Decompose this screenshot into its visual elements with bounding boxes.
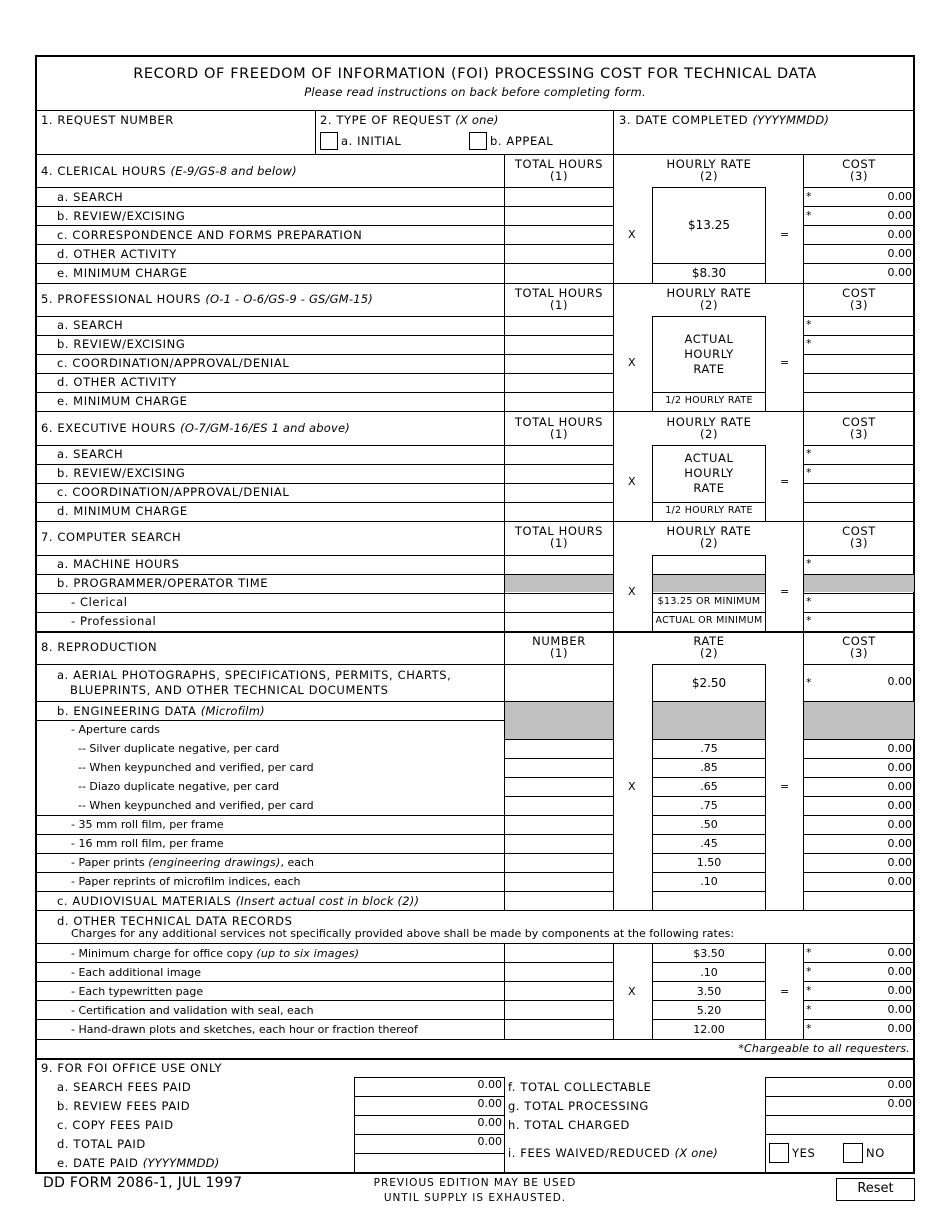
s9-search-fees-field[interactable]: 0.00 <box>477 1078 502 1091</box>
s8-d-rate: 3.50 <box>696 985 722 998</box>
engineering-data-title: b. ENGINEERING DATA (Microfilm) <box>57 704 265 718</box>
s9-total-paid-field[interactable]: 0.00 <box>477 1135 502 1148</box>
s9-total-processing-field[interactable]: 0.00 <box>887 1097 912 1110</box>
s6-actual-rate: ACTUAL HOURLY RATE <box>684 451 734 495</box>
s8-d-rate: $3.50 <box>693 947 725 960</box>
date-completed-field[interactable] <box>616 128 912 153</box>
s8-d-row-label: - Hand-drawn plots and sketches, each hour or fraction thereof <box>71 1023 418 1036</box>
s9-fees-waived-label: i. FEES WAIVED/REDUCED (X one) <box>508 1146 718 1160</box>
s8-d-rate: 12.00 <box>693 1023 725 1036</box>
s8-a-label-2: BLUEPRINTS, AND OTHER TECHNICAL DOCUMENTS <box>70 683 389 697</box>
waived-no-label: NO <box>866 1146 885 1160</box>
initial-checkbox[interactable] <box>320 132 338 150</box>
s8-b-row-label: - 35 mm roll film, per frame <box>71 818 224 831</box>
s8-b-cost[interactable]: 0.00 <box>887 799 912 812</box>
s8-b-cost[interactable]: 0.00 <box>887 742 912 755</box>
s9-copy-fees-label: c. COPY FEES PAID <box>57 1118 174 1132</box>
s6-row-coordination: c. COORDINATION/APPROVAL/DENIAL <box>57 485 290 499</box>
s5-half-rate: 1/2 HOURLY RATE <box>665 395 753 406</box>
s8-d-cost[interactable]: 0.00 <box>887 965 912 978</box>
s8-d-row-label: - Each typewritten page <box>71 985 204 998</box>
appeal-checkbox[interactable] <box>469 132 487 150</box>
form-subtitle: Please read instructions on back before completing form. <box>304 85 646 99</box>
s8-d-cost[interactable]: 0.00 <box>887 1003 912 1016</box>
s5-row-other: d. OTHER ACTIVITY <box>57 375 177 389</box>
s8-b-cost[interactable]: 0.00 <box>887 761 912 774</box>
audiovisual-title: c. AUDIOVISUAL MATERIALS (Insert actual cost in block (2)) <box>57 894 420 908</box>
s7-row-programmer: b. PROGRAMMER/OPERATOR TIME <box>57 576 269 590</box>
s8-d-row-label: - Certification and validation with seal, each <box>71 1004 314 1017</box>
s6-half-rate: 1/2 HOURLY RATE <box>665 505 753 516</box>
s4-cost-minimum[interactable]: 0.00 <box>887 266 912 279</box>
s8-b-rate: .50 <box>700 818 718 831</box>
s4-row-review: b. REVIEW/EXCISING <box>57 209 186 223</box>
s8-b-row-label: -- When keypunched and verified, per card <box>78 761 314 774</box>
professional-hours-title: 5. PROFESSIONAL HOURS (O-1 - O-6/GS-9 - GS/GM-15) <box>41 292 373 306</box>
s8-b-cost[interactable]: 0.00 <box>887 856 912 869</box>
clerical-hours-title: 4. CLERICAL HOURS (E-9/GS-8 and below) <box>41 164 297 178</box>
request-number-field[interactable] <box>38 128 313 153</box>
s8-d-row-label: - Each additional image <box>71 966 202 979</box>
s8-b-rate: .45 <box>700 837 718 850</box>
foi-office-title: 9. FOR FOI OFFICE USE ONLY <box>41 1061 223 1075</box>
s8-b-rate: .85 <box>700 761 718 774</box>
s8-b-cost[interactable]: 0.00 <box>887 837 912 850</box>
s5-row-review: b. REVIEW/EXCISING <box>57 337 186 351</box>
s8-d-row-label: - Minimum charge for office copy (up to six images) <box>71 947 360 960</box>
s9-total-charged-label: h. TOTAL CHARGED <box>508 1118 630 1132</box>
appeal-label: b. APPEAL <box>490 134 554 148</box>
s8-d-rate: .10 <box>700 966 718 979</box>
s9-total-paid-label: d. TOTAL PAID <box>57 1137 146 1151</box>
s9-search-fees-label: a. SEARCH FEES PAID <box>57 1080 192 1094</box>
s9-total-collectable-field[interactable]: 0.00 <box>887 1078 912 1091</box>
s9-review-fees-field[interactable]: 0.00 <box>477 1097 502 1110</box>
s6-row-minimum: d. MINIMUM CHARGE <box>57 504 188 518</box>
form-title: RECORD OF FREEDOM OF INFORMATION (FOI) PROCESSING COST FOR TECHNICAL DATA <box>133 66 817 82</box>
s8-b-row-label: - 16 mm roll film, per frame <box>71 837 224 850</box>
s9-date-paid-label: e. DATE PAID (YYYYMMDD) <box>57 1156 220 1170</box>
reproduction-title: 8. REPRODUCTION <box>41 640 158 654</box>
s8-b-row-label: - Paper reprints of microfilm indices, each <box>71 875 301 888</box>
s7-professional-rate: ACTUAL OR MINIMUM <box>655 615 763 626</box>
type-request-label: 2. TYPE OF REQUEST (X one) <box>320 113 499 127</box>
date-completed-label: 3. DATE COMPLETED (YYYYMMDD) <box>619 113 830 127</box>
initial-label: a. INITIAL <box>341 134 402 148</box>
multiply-sign: X <box>628 228 636 241</box>
s8-b-cost[interactable]: 0.00 <box>887 780 912 793</box>
s8-b-row-label: -- Silver duplicate negative, per card <box>78 742 280 755</box>
computer-search-title: 7. COMPUTER SEARCH <box>41 530 182 544</box>
s8-b-row-label: -- Diazo duplicate negative, per card <box>78 780 280 793</box>
s9-total-collectable-label: f. TOTAL COLLECTABLE <box>508 1080 652 1094</box>
s8-b-row-label: -- When keypunched and verified, per card <box>78 799 314 812</box>
s7-row-professional: - Professional <box>71 614 157 628</box>
s5-row-minimum: e. MINIMUM CHARGE <box>57 394 188 408</box>
s4-cost-correspondence[interactable]: 0.00 <box>887 228 912 241</box>
other-technical-title: d. OTHER TECHNICAL DATA RECORDS <box>57 914 293 928</box>
previous-edition-note: PREVIOUS EDITION MAY BE USED UNTIL SUPPLY IS EXHAUSTED. <box>373 1177 577 1204</box>
s5-row-search: a. SEARCH <box>57 318 124 332</box>
s8-d-rate: 5.20 <box>696 1004 722 1017</box>
s4-cost-other[interactable]: 0.00 <box>887 247 912 260</box>
s8-b-row-label: - Paper prints (engineering drawings), each <box>71 856 315 869</box>
s8-b-cost[interactable]: 0.00 <box>887 875 912 888</box>
s8-b-cost[interactable]: 0.00 <box>887 818 912 831</box>
s4-minimum-rate: $8.30 <box>691 266 727 280</box>
equals-sign: = <box>780 228 790 241</box>
s8-d-cost[interactable]: 0.00 <box>887 984 912 997</box>
request-number-label: 1. REQUEST NUMBER <box>41 113 174 127</box>
aperture-cards-label: - Aperture cards <box>71 723 160 736</box>
s4-hourly-rate: $13.25 <box>688 218 730 232</box>
s4-row-minimum: e. MINIMUM CHARGE <box>57 266 188 280</box>
s4-row-search: a. SEARCH <box>57 190 124 204</box>
s8-b-rate: .65 <box>700 780 718 793</box>
reset-button[interactable]: Reset <box>836 1178 915 1201</box>
form-id: DD FORM 2086-1, JUL 1997 <box>43 1175 243 1191</box>
s5-row-coordination: c. COORDINATION/APPROVAL/DENIAL <box>57 356 290 370</box>
s6-row-review: b. REVIEW/EXCISING <box>57 466 186 480</box>
s8-b-rate: .75 <box>700 742 718 755</box>
s8-b-rate: 1.50 <box>696 856 722 869</box>
s9-review-fees-label: b. REVIEW FEES PAID <box>57 1099 191 1113</box>
s6-row-search: a. SEARCH <box>57 447 124 461</box>
s5-actual-rate: ACTUAL HOURLY RATE <box>684 332 734 376</box>
s8-b-rate: .10 <box>700 875 718 888</box>
other-technical-note: Charges for any additional services not specifically provided above shall be made by components at the following rates: <box>71 927 735 940</box>
s4-cost-review[interactable]: 0.00 <box>887 209 912 222</box>
s9-copy-fees-field[interactable]: 0.00 <box>477 1116 502 1129</box>
chargeable-note: *Chargeable to all requesters. <box>738 1042 910 1055</box>
s8-d-cost[interactable]: 0.00 <box>887 946 912 959</box>
s9-date-paid-field[interactable] <box>355 1154 504 1172</box>
waived-yes-checkbox[interactable] <box>769 1143 789 1163</box>
s9-total-processing-label: g. TOTAL PROCESSING <box>508 1099 649 1113</box>
s4-cost-search[interactable]: 0.00 <box>887 190 912 203</box>
s8-d-cost[interactable]: 0.00 <box>887 1022 912 1035</box>
s4-row-other: d. OTHER ACTIVITY <box>57 247 177 261</box>
s4-row-correspondence: c. CORRESPONDENCE AND FORMS PREPARATION <box>57 228 363 242</box>
s7-row-clerical: - Clerical <box>71 595 128 609</box>
waived-no-checkbox[interactable] <box>843 1143 863 1163</box>
s7-row-machine: a. MACHINE HOURS <box>57 557 180 571</box>
s8-b-rate: .75 <box>700 799 718 812</box>
s8-a-label-1: a. AERIAL PHOTOGRAPHS, SPECIFICATIONS, PERMITS, CHARTS, <box>57 668 452 682</box>
s8-a-cost[interactable]: 0.00 <box>887 675 912 688</box>
waived-yes-label: YES <box>792 1146 816 1160</box>
s7-clerical-rate: $13.25 OR MINIMUM <box>657 596 761 607</box>
s8-a-rate: $2.50 <box>691 676 727 690</box>
executive-hours-title: 6. EXECUTIVE HOURS (O-7/GM-16/ES 1 and above) <box>41 421 350 435</box>
